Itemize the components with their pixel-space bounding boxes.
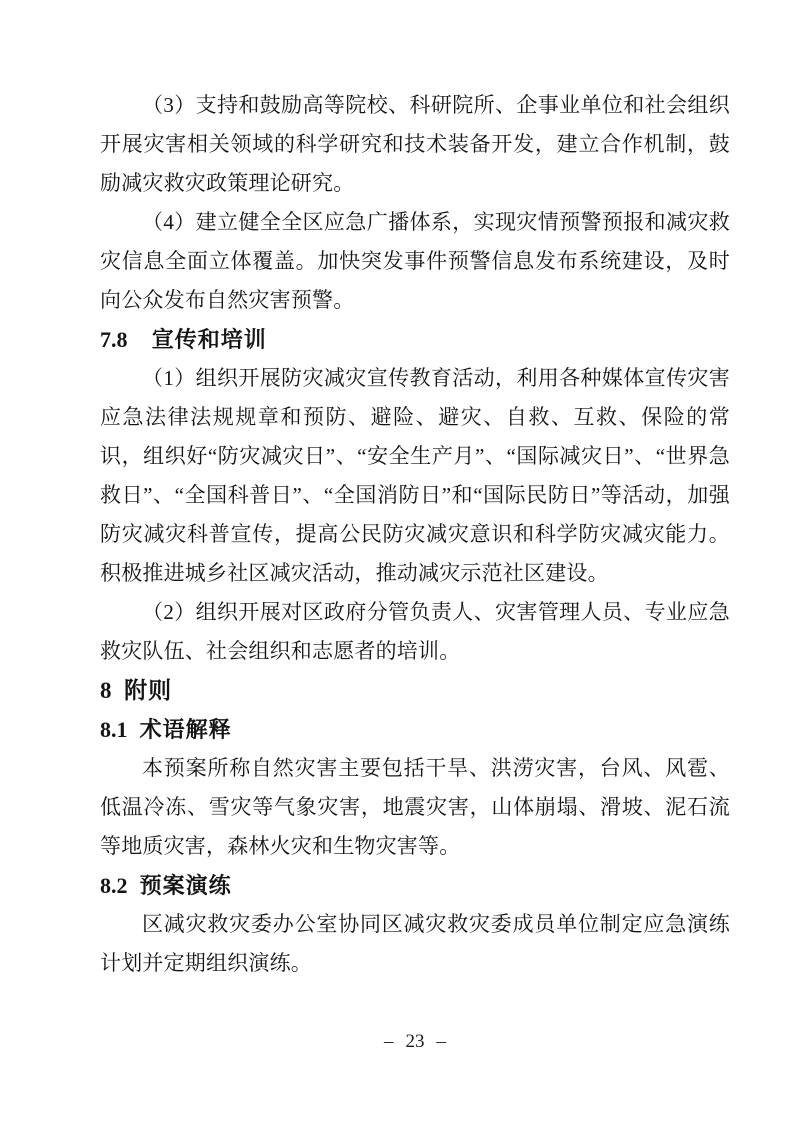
- page-number-dash-left: –: [384, 1031, 394, 1052]
- heading-title: 预案演练: [139, 873, 232, 898]
- page-number: 23: [405, 1031, 425, 1052]
- paragraph-item-1: （1）组织开展防灾减灾宣传教育活动，利用各种媒体宣传灾害应急法律法规规章和预防、避险、避灾、自救、互救、保险的常识，组织好“防灾减灾日”、“安全生产月”、“国际减灾日”、“世界急救日”、“全国科普日”、“全国消防日”和“国际民防日”等活动，加强防灾减灾科普宣传，提高公民防灾减灾意识和科学防灾减灾能力。积极推进城乡社区减灾活动，推动减灾示范社区建设。: [100, 366, 730, 585]
- heading-title: 术语解释: [139, 717, 232, 742]
- heading-title: 附则: [124, 677, 173, 703]
- section-heading-8-2: [100, 866, 730, 905]
- section-heading-8: [100, 671, 730, 710]
- paragraph-item-4: （4）建立健全全区应急广播体系，实现灾情预警预报和减灾救灾信息全面立体覆盖。加快突发事件预警信息发布系统建设，及时向公众发布自然灾害预警。: [100, 210, 730, 312]
- heading-number: 8.1: [100, 717, 128, 742]
- page-footer: [100, 1031, 730, 1053]
- section-heading-7-8: [100, 320, 730, 359]
- document-content: [100, 86, 730, 983]
- page-number-dash-right: –: [436, 1031, 446, 1052]
- paragraph-terms: 本预案所称自然灾害主要包括干旱、洪涝灾害，台风、风雹、低温冷冻、雪灾等气象灾害，地震灾害，山体崩塌、滑坡、泥石流等地质灾害，森林火灾和生物灾害等。: [100, 756, 730, 858]
- heading-number: 7.8: [100, 327, 128, 352]
- heading-number: 8: [100, 678, 112, 703]
- paragraph-item-2: （2）组织开展对区政府分管负责人、灾害管理人员、专业应急救灾队伍、社会组织和志愿者的培训。: [100, 600, 730, 663]
- heading-title: 宣传和培训: [151, 327, 267, 352]
- section-heading-8-1: [100, 710, 730, 749]
- paragraph-item-3: （3）支持和鼓励高等院校、科研院所、企事业单位和社会组织开展灾害相关领域的科学研究和技术装备开发，建立合作机制，鼓励减灾救灾政策理论研究。: [100, 93, 730, 195]
- paragraph-drill: 区减灾救灾委办公室协同区减灾救灾委成员单位制定应急演练计划并定期组织演练。: [100, 912, 730, 975]
- heading-number: 8.2: [100, 873, 128, 898]
